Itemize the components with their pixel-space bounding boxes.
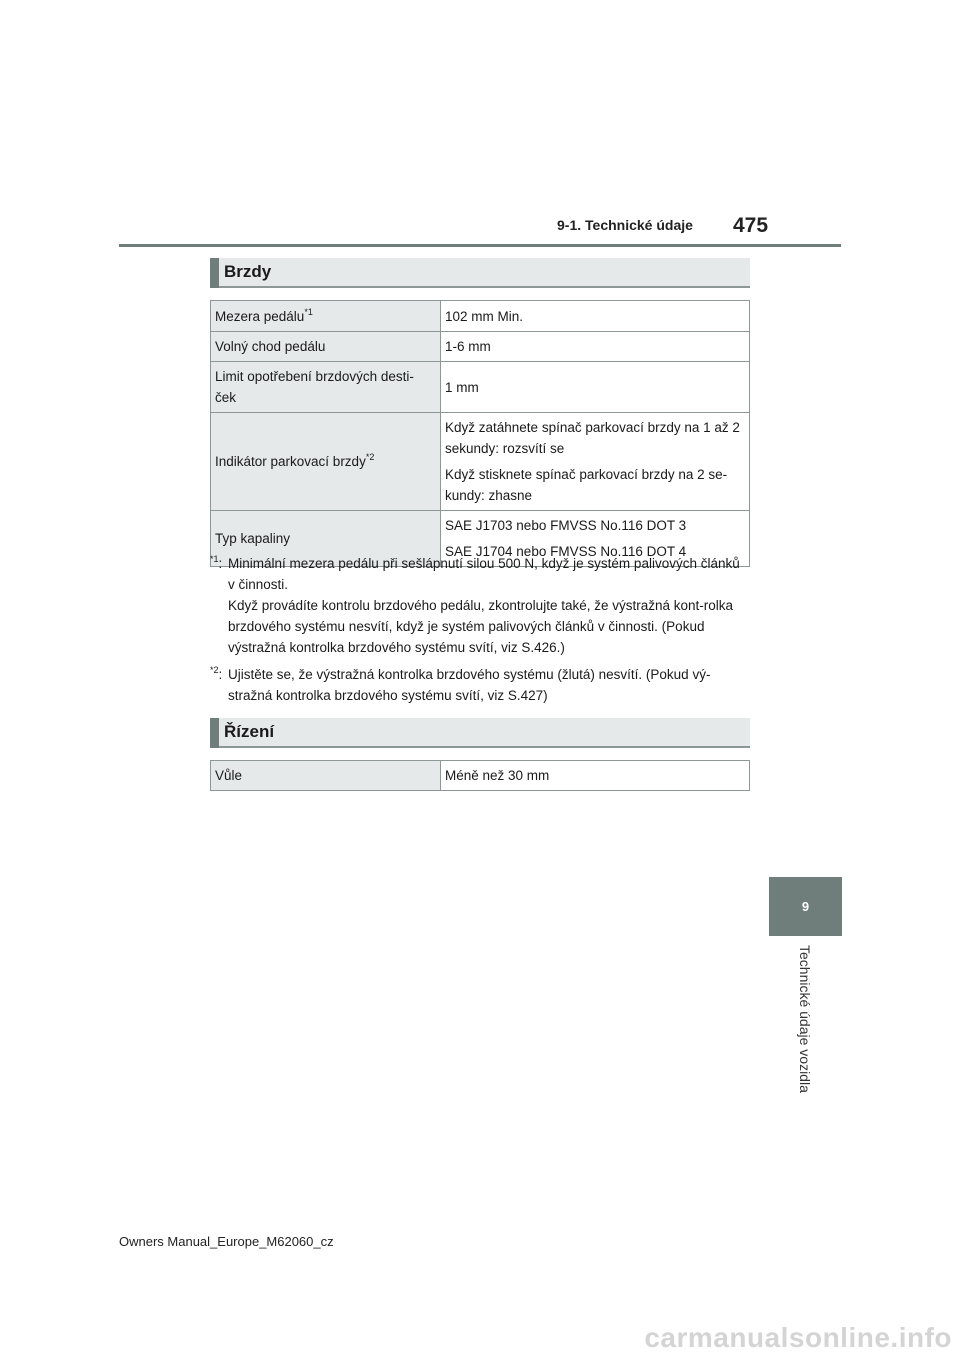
section-heading-brakes <box>210 258 750 288</box>
table-cell-label: Limit opotřebení brzdových desti- ček <box>211 362 441 413</box>
footnote-text: Ujistěte se, že výstražná kontrolka brzdového systému (žlutá) nesvítí. (Pokud vý-stražná kontrolka brzdového systému svítí, viz S.427) <box>228 667 711 703</box>
table-row <box>211 332 750 362</box>
table-cell-label: Vůle <box>211 761 441 791</box>
table-cell-value: 1 mm <box>441 362 750 413</box>
footnote-extra: Když provádíte kontrolu brzdového pedálu, zkontrolujte také, že výstražná kont-rolka brzdového systému nesvítí, když je systém palivových článků v činnosti. (Pokud výstražná kontrolka brzdového systému svítí, viz S.426.) <box>228 598 734 655</box>
table-cell-label: Volný chod pedálu <box>211 332 441 362</box>
brakes-spec-table <box>210 300 750 567</box>
table-cell-value: Když zatáhnete spínač parkovací brzdy na 1 až 2 sekundy: rozsvítí se Když stisknete spínač parkovací brzdy na 2 se-kundy: zhasne <box>441 413 750 511</box>
table-cell-value: 102 mm Min. <box>441 301 750 332</box>
footnote <box>210 664 750 706</box>
table-cell-value: Méně než 30 mm <box>441 761 750 791</box>
header-rule <box>119 244 841 247</box>
page-footer: Owners Manual_Europe_M62060_cz <box>119 1234 334 1249</box>
chapter-tab-label: Technické údaje vozidla <box>797 945 813 1093</box>
steering-spec-table <box>210 760 750 791</box>
footnote <box>210 553 750 658</box>
section-heading-steering <box>210 718 750 748</box>
chapter-tab: 9 <box>769 877 842 936</box>
table-cell-value: SAE J1703 nebo FMVSS No.116 DOT 3 SAE J1704 nebo FMVSS No.116 DOT 4 <box>441 511 750 567</box>
section-heading-brakes-text: Brzdy <box>224 262 272 281</box>
footnote-text: Minimální mezera pedálu při sešlápnutí silou 500 N, když je systém palivových článků v činnosti. <box>228 556 740 592</box>
table-row <box>211 301 750 332</box>
footnote-mark: $^{*1}$: <box>210 554 223 571</box>
section-heading-steering-text: Řízení <box>224 722 275 741</box>
table-cell-label: Typ kapaliny <box>211 511 441 567</box>
table-row <box>211 362 750 413</box>
footnotes <box>210 553 750 712</box>
header-section-title: 9-1. Technické údaje <box>557 217 693 233</box>
page-number: 475 <box>733 214 769 237</box>
table-row <box>211 413 750 511</box>
table-cell-value: 1-6 mm <box>441 332 750 362</box>
table-cell-label: Indikátor parkovací brzdy$^{*2}$ <box>211 413 441 511</box>
watermark: carmanualsonline.info <box>644 1322 952 1353</box>
table-row <box>211 761 750 791</box>
table-cell-label: Mezera pedálu$^{*1}$ <box>211 301 441 332</box>
footnote-mark: $^{*2}$: <box>210 665 223 682</box>
